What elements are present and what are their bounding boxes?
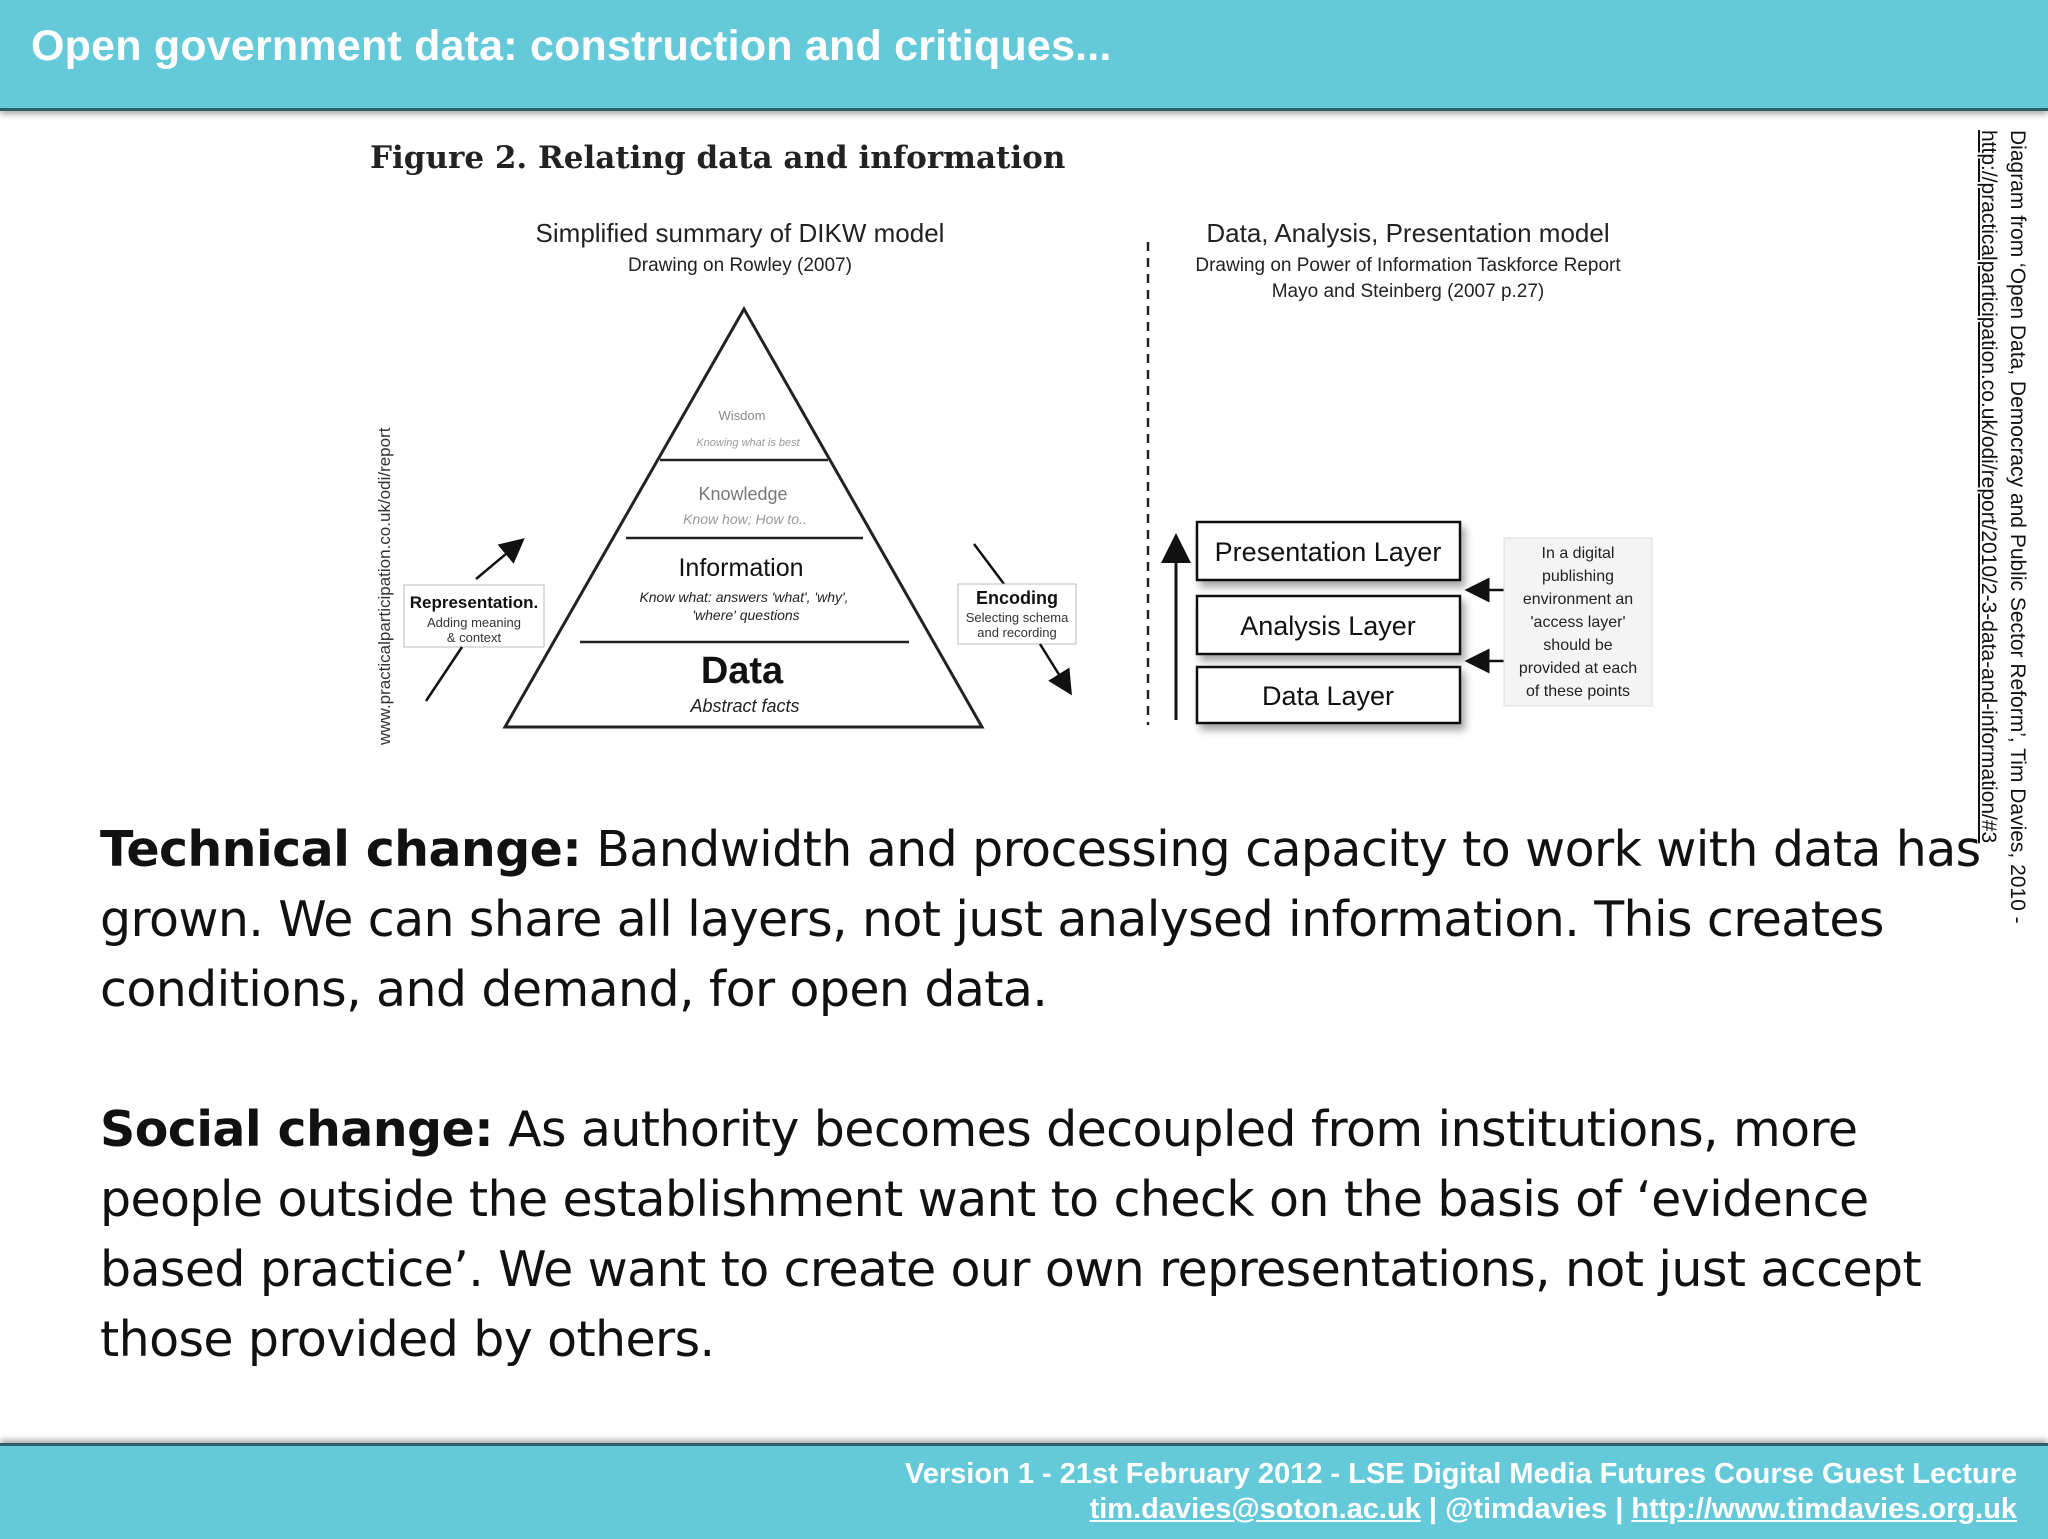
note-line: In a digital	[1541, 545, 1615, 562]
figure-vertical-url: www.practicalparticipation.co.uk/odi/report	[375, 427, 394, 745]
figure	[360, 130, 1720, 760]
analysis-layer: Analysis Layer	[1240, 611, 1416, 641]
dikw-subheading: Drawing on Rowley (2007)	[628, 255, 852, 276]
technical-change-label: Technical change:	[100, 821, 582, 878]
footer-bar	[0, 1443, 2048, 1539]
data-label: Data	[700, 650, 784, 692]
footer-contacts	[1090, 1493, 2017, 1526]
representation-line-2: & context	[446, 630, 502, 645]
data-sub: Abstract facts	[690, 696, 800, 716]
access-layer-note	[1504, 538, 1652, 706]
presentation-layer: Presentation Layer	[1214, 537, 1442, 567]
encoding-box	[958, 544, 1076, 689]
up-arrow-icon	[476, 543, 519, 579]
layers-stack	[1197, 522, 1460, 723]
website-link[interactable]: http://www.timdavies.org.uk	[1631, 1493, 2017, 1525]
dap-heading: Data, Analysis, Presentation model	[1206, 218, 1610, 248]
encoding-line-2: and recording	[977, 625, 1057, 640]
data-layer: Data Layer	[1261, 681, 1395, 711]
figure-title: Figure 2. Relating data and information	[370, 140, 1066, 176]
dikw-heading: Simplified summary of DIKW model	[535, 218, 945, 248]
note-line: of these points	[1525, 683, 1631, 700]
footer-separator: |	[1420, 1493, 1446, 1525]
title-bar	[0, 0, 2048, 111]
encoding-line-1: Selecting schema	[965, 610, 1069, 625]
figure-diagram	[360, 130, 1720, 760]
twitter-handle: @timdavies	[1445, 1493, 1608, 1525]
social-change-label: Social change:	[100, 1101, 494, 1158]
social-change-paragraph	[100, 1095, 2000, 1375]
footer-version: Version 1 - 21st February 2012 - LSE Digital Media Futures Course Guest Lecture	[904, 1458, 2017, 1490]
technical-change-text: Bandwidth and processing capacity to work with data has grown. We can share all layers, not just analysed information. This creates conditions, and demand, for open data.	[100, 821, 1981, 1018]
social-change-text: As authority becomes decoupled from institutions, more people outside the establishment want to check on the basis of ‘evidence based practice’. We want to create our own representations, not just accept those provided by others.	[100, 1101, 1922, 1368]
wisdom-sub: Knowing what is best	[696, 437, 800, 449]
wisdom-label: Wisdom	[718, 408, 766, 423]
down-arrow-icon	[1040, 644, 1068, 689]
knowledge-label: Knowledge	[698, 484, 788, 504]
credit-link[interactable]: http://practicalparticipation.co.uk/odi/report/2010/2-3-data-and-information/#3	[1977, 130, 2000, 844]
dap-subheading-1: Drawing on Power of Information Taskforce Report	[1195, 255, 1621, 276]
slide-title: Open government data: construction and critiques...	[31, 22, 1112, 70]
representation-box	[404, 543, 544, 701]
note-line: 'access layer'	[1530, 614, 1626, 631]
footer-separator: |	[1607, 1493, 1632, 1525]
diagram-credit	[1974, 130, 2032, 924]
representation-line-1: Adding meaning	[427, 615, 521, 630]
email-link[interactable]: tim.davies@soton.ac.uk	[1089, 1493, 1421, 1525]
encoding-title: Encoding	[976, 588, 1058, 608]
representation-title: Representation.	[409, 593, 539, 612]
dikw-pyramid	[505, 309, 982, 727]
note-line: provided at each	[1518, 660, 1638, 677]
information-sub-1: Know what: answers 'what', 'why',	[639, 589, 849, 605]
technical-change-paragraph	[100, 815, 2000, 1025]
knowledge-sub: Know how; How to..	[683, 511, 807, 527]
information-sub-2: 'where' questions	[692, 607, 800, 623]
credit-text: Diagram from ‘Open Data, Democracy and Public Sector Reform’, Tim Davies, 2010 -	[2006, 130, 2029, 924]
note-line: environment an	[1522, 591, 1634, 608]
information-label: Information	[678, 554, 804, 582]
note-line: should be	[1543, 637, 1613, 654]
note-line: publishing	[1541, 568, 1615, 585]
dap-subheading-2: Mayo and Steinberg (2007 p.27)	[1271, 281, 1545, 302]
